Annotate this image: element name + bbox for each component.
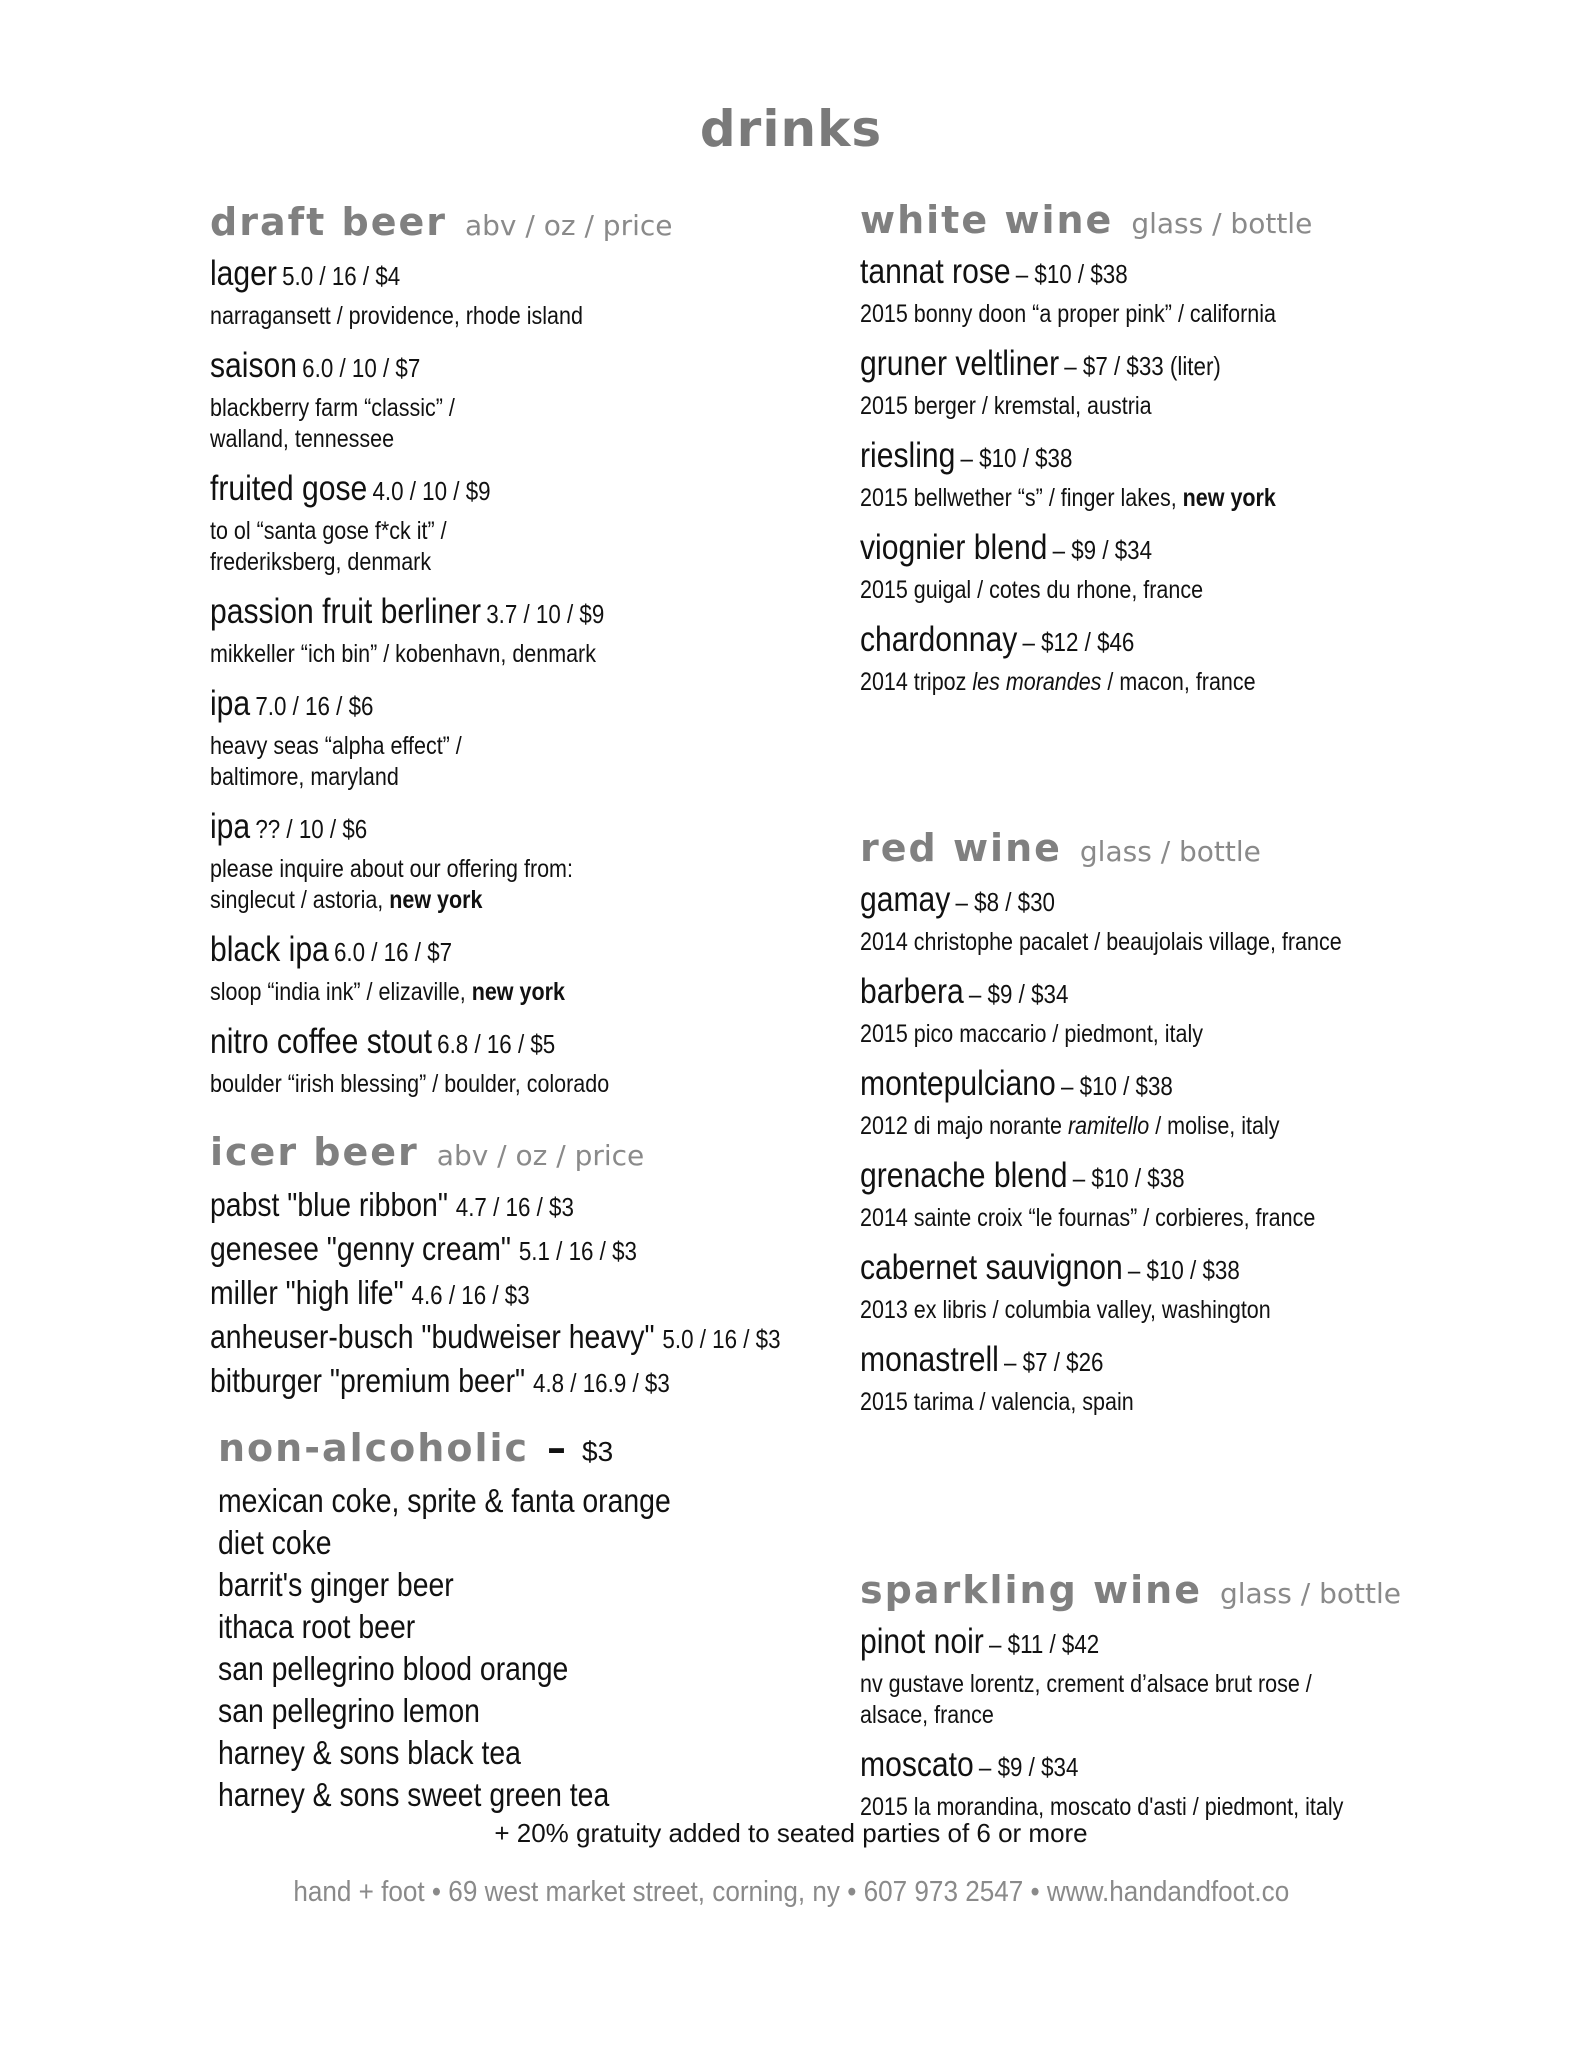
list-item bbox=[210, 1184, 829, 1228]
item-description bbox=[210, 885, 829, 916]
item-name: chardonnay bbox=[860, 620, 1018, 659]
item-name: pinot noir bbox=[860, 1622, 984, 1661]
non-alcoholic-section bbox=[210, 1426, 830, 1816]
item-meta: 7.0 / 16 / $6 bbox=[255, 691, 374, 721]
item-description bbox=[860, 1111, 1419, 1142]
item-meta: 4.6 / 16 / $3 bbox=[411, 1280, 530, 1310]
item-name: saison bbox=[210, 346, 298, 385]
item-name: moscato bbox=[860, 1745, 974, 1784]
menu-item bbox=[860, 252, 1419, 330]
item-meta: 5.0 / 16 / $3 bbox=[662, 1324, 781, 1354]
menu-item bbox=[210, 684, 829, 793]
item-meta: ?? / 10 / $6 bbox=[255, 814, 368, 844]
description-text: singlecut / astoria, bbox=[210, 886, 384, 914]
item-description: 2015 tarima / valencia, spain bbox=[860, 1388, 1134, 1416]
item-description: heavy seas “alpha effect” / bbox=[210, 732, 462, 760]
item-name: cabernet sauvignon bbox=[860, 1248, 1123, 1287]
sparkling-wine-header bbox=[860, 1568, 1420, 1612]
item-description: 2015 la morandina, moscato d'asti / piedmont, italy bbox=[860, 1793, 1344, 1821]
description-text: 2015 bellwether “s” / finger lakes, bbox=[860, 484, 1177, 512]
non-alcoholic-header bbox=[218, 1426, 830, 1470]
section-title: non-alcoholic bbox=[218, 1426, 530, 1470]
item-name: bitburger "premium beer" bbox=[210, 1362, 526, 1399]
menu-item bbox=[860, 1064, 1419, 1142]
section-title: white wine bbox=[860, 198, 1114, 242]
item-meta: – $8 / $30 bbox=[955, 887, 1055, 917]
list-item: harney & sons sweet green tea bbox=[218, 1776, 610, 1813]
item-name: black ipa bbox=[210, 930, 329, 969]
description-text: 2012 di majo norante bbox=[860, 1112, 1063, 1140]
item-meta: 4.7 / 16 / $3 bbox=[455, 1192, 574, 1222]
item-name: ipa bbox=[210, 807, 251, 846]
item-name: lager bbox=[210, 254, 277, 293]
item-name: anheuser-busch "budweiser heavy" bbox=[210, 1318, 655, 1355]
menu-item bbox=[210, 807, 829, 916]
item-name: gruner veltliner bbox=[860, 344, 1060, 383]
list-item bbox=[210, 1228, 829, 1272]
menu-item bbox=[210, 592, 829, 670]
section-dash: – bbox=[547, 1426, 569, 1470]
menu-item bbox=[860, 620, 1419, 698]
item-description: boulder “irish blessing” / boulder, colorado bbox=[210, 1070, 610, 1098]
item-meta: 6.8 / 16 / $5 bbox=[437, 1029, 556, 1059]
right-column bbox=[860, 198, 1420, 1837]
section-title: sparkling wine bbox=[860, 1568, 1202, 1612]
description-italic: ramitello bbox=[1067, 1112, 1150, 1140]
item-meta: – $10 / $38 bbox=[1060, 1071, 1173, 1101]
list-item: ithaca root beer bbox=[218, 1608, 416, 1645]
draft-beer-section bbox=[210, 200, 830, 1100]
white-wine-header bbox=[860, 198, 1420, 242]
item-description: to ol “santa gose f*ck it” / bbox=[210, 517, 447, 545]
item-name: montepulciano bbox=[860, 1064, 1056, 1103]
list-item: san pellegrino blood orange bbox=[218, 1650, 569, 1687]
menu-item bbox=[210, 254, 829, 332]
section-title: icer beer bbox=[210, 1130, 419, 1174]
red-wine-section bbox=[860, 826, 1420, 1418]
sparkling-wine-section bbox=[860, 1568, 1420, 1823]
menu-item bbox=[860, 436, 1419, 514]
left-column bbox=[210, 200, 830, 1816]
menu-item bbox=[210, 346, 829, 455]
section-price: $3 bbox=[582, 1436, 614, 1467]
item-meta: – $10 / $38 bbox=[1127, 1255, 1240, 1285]
item-name: barbera bbox=[860, 972, 964, 1011]
section-subtitle: glass / bottle bbox=[1079, 835, 1261, 868]
description-text: / molise, italy bbox=[1155, 1112, 1280, 1140]
item-name: pabst "blue ribbon" bbox=[210, 1186, 448, 1223]
item-description bbox=[860, 667, 1419, 698]
item-description: 2015 bonny doon “a proper pink” / california bbox=[860, 300, 1276, 328]
list-item bbox=[210, 1272, 829, 1316]
item-meta: – $9 / $34 bbox=[968, 979, 1069, 1009]
description-bold: new york bbox=[471, 978, 565, 1006]
item-meta: 6.0 / 16 / $7 bbox=[333, 937, 453, 967]
item-meta: 3.7 / 10 / $9 bbox=[486, 599, 605, 629]
item-name: nitro coffee stout bbox=[210, 1022, 432, 1061]
description-text: 2014 tripoz bbox=[860, 668, 967, 696]
item-meta: – $10 / $38 bbox=[1072, 1163, 1185, 1193]
description-bold: new york bbox=[389, 886, 483, 914]
section-title: red wine bbox=[860, 826, 1062, 870]
menu-item bbox=[860, 344, 1419, 422]
item-meta: – $11 / $42 bbox=[988, 1629, 1100, 1659]
section-subtitle: glass / bottle bbox=[1131, 207, 1313, 240]
item-description: frederiksberg, denmark bbox=[210, 548, 432, 576]
item-description bbox=[860, 483, 1419, 514]
item-name: tannat rose bbox=[860, 252, 1011, 291]
menu-item bbox=[860, 880, 1419, 958]
menu-item bbox=[860, 1156, 1419, 1234]
item-name: grenache blend bbox=[860, 1156, 1068, 1195]
menu-item bbox=[860, 1745, 1419, 1823]
section-subtitle: abv / oz / price bbox=[465, 209, 673, 242]
item-name: viognier blend bbox=[860, 528, 1048, 567]
item-meta: – $9 / $34 bbox=[1052, 535, 1153, 565]
item-description: 2015 berger / kremstal, austria bbox=[860, 392, 1152, 420]
item-description: blackberry farm “classic” / bbox=[210, 394, 455, 422]
item-name: riesling bbox=[860, 436, 956, 475]
menu-item bbox=[210, 930, 829, 1008]
item-meta: – $10 / $38 bbox=[960, 443, 1073, 473]
item-description: nv gustave lorentz, crement d’alsace brut rose / bbox=[860, 1670, 1312, 1698]
item-name: passion fruit berliner bbox=[210, 592, 482, 631]
item-description: mikkeller “ich bin” / kobenhavn, denmark bbox=[210, 640, 596, 668]
item-name: miller "high life" bbox=[210, 1274, 404, 1311]
item-meta: 4.8 / 16.9 / $3 bbox=[533, 1368, 670, 1398]
footer-address bbox=[0, 1876, 1582, 1909]
section-subtitle: glass / bottle bbox=[1219, 1577, 1401, 1610]
description-text: / macon, france bbox=[1107, 668, 1256, 696]
item-meta: 6.0 / 10 / $7 bbox=[302, 353, 421, 383]
item-description bbox=[210, 977, 829, 1008]
page-title: drinks bbox=[699, 100, 883, 158]
menu-item bbox=[860, 972, 1419, 1050]
menu-item bbox=[860, 1622, 1419, 1731]
item-description: 2014 sainte croix “le fournas” / corbieres, france bbox=[860, 1204, 1316, 1232]
item-name: ipa bbox=[210, 684, 251, 723]
list-item: san pellegrino lemon bbox=[218, 1692, 480, 1729]
item-meta: – $7 / $26 bbox=[1004, 1347, 1104, 1377]
menu-item bbox=[860, 528, 1419, 606]
list-item: harney & sons black tea bbox=[218, 1734, 521, 1771]
list-item bbox=[210, 1316, 829, 1360]
item-meta: – $7 / $33 (liter) bbox=[1064, 351, 1221, 381]
item-description: 2014 christophe pacalet / beaujolais village, france bbox=[860, 928, 1342, 956]
menu-item bbox=[210, 1022, 829, 1100]
item-description: 2015 pico maccario / piedmont, italy bbox=[860, 1020, 1203, 1048]
icer-beer-header bbox=[210, 1130, 830, 1174]
footer-text: hand + foot • 69 west market street, corning, ny • 607 973 2547 • www.handandfoot.co bbox=[293, 1876, 1289, 1908]
item-name: fruited gose bbox=[210, 469, 368, 508]
list-item bbox=[210, 1360, 829, 1404]
description-bold: new york bbox=[1182, 484, 1276, 512]
item-meta: – $10 / $38 bbox=[1015, 259, 1128, 289]
red-wine-header bbox=[860, 826, 1420, 870]
item-meta: 5.0 / 16 / $4 bbox=[282, 261, 401, 291]
description-italic: les morandes bbox=[972, 668, 1102, 696]
white-wine-section bbox=[860, 198, 1420, 698]
item-description: 2015 guigal / cotes du rhone, france bbox=[860, 576, 1204, 604]
icer-beer-section bbox=[210, 1130, 830, 1404]
item-description: walland, tennessee bbox=[210, 425, 395, 453]
item-description: 2013 ex libris / columbia valley, washington bbox=[860, 1296, 1271, 1324]
menu-item bbox=[860, 1248, 1419, 1326]
menu-item bbox=[860, 1340, 1419, 1418]
item-description: alsace, france bbox=[860, 1701, 994, 1729]
item-meta: 4.0 / 10 / $9 bbox=[372, 476, 491, 506]
item-name: gamay bbox=[860, 880, 951, 919]
icer-beer-list bbox=[210, 1184, 830, 1404]
item-meta: – $12 / $46 bbox=[1022, 627, 1135, 657]
item-description: baltimore, maryland bbox=[210, 763, 399, 791]
menu-item bbox=[210, 469, 829, 578]
draft-beer-header bbox=[210, 200, 830, 244]
list-item: mexican coke, sprite & fanta orange bbox=[218, 1482, 671, 1519]
description-text: sloop “india ink” / elizaville, bbox=[210, 978, 466, 1006]
section-subtitle: abv / oz / price bbox=[436, 1139, 645, 1172]
item-meta: – $9 / $34 bbox=[978, 1752, 1079, 1782]
item-meta: 5.1 / 16 / $3 bbox=[518, 1236, 637, 1266]
section-title: draft beer bbox=[210, 200, 447, 244]
item-name: genesee "genny cream" bbox=[210, 1230, 511, 1267]
item-description: please inquire about our offering from: bbox=[210, 855, 573, 883]
list-item: barrit's ginger beer bbox=[218, 1566, 454, 1603]
gratuity-note: + 20% gratuity added to seated parties of 6 or more bbox=[494, 1818, 1088, 1848]
non-alcoholic-list bbox=[210, 1480, 830, 1816]
item-name: monastrell bbox=[860, 1340, 999, 1379]
list-item: diet coke bbox=[218, 1524, 332, 1561]
item-description: narragansett / providence, rhode island bbox=[210, 302, 583, 330]
